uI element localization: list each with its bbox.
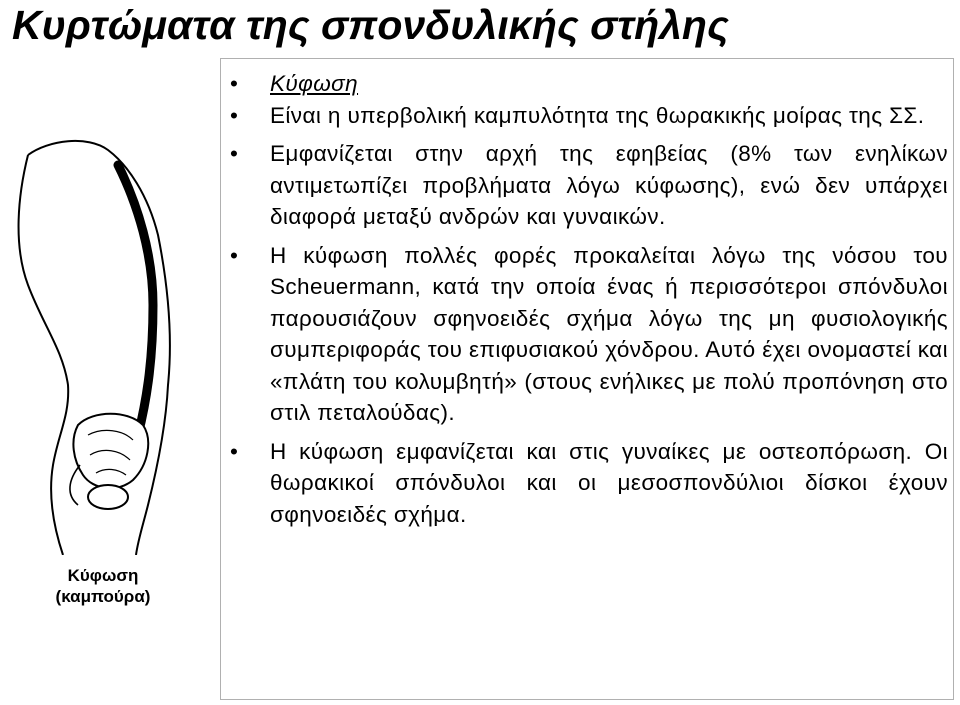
list-item: • Η κύφωση πολλές φορές προκαλείται λόγω της νόσου του Scheuermann, κατά την οποία ένας ή περισσότεροι σπόνδυλοι παρουσιάζουν σφηνοειδές σχήμα λόγω της μη φυσιολογικής συμπεριφοράς του επιφυσιακού χόνδρου. Αυτό έχει ονομαστεί και «πλάτη του κολυμβητή» (στους ενήλικες με πολύ προπόνηση στο στιλ πεταλούδας). [270,240,948,429]
slide-title: Κυρτώματα της σπονδυλικής στήλης [12,2,729,48]
bullet-heading: Κύφωση [270,71,359,96]
content-box [220,58,954,700]
figure-caption [38,565,168,607]
figure-caption-line2: (καμπούρα) [55,587,151,606]
hip-joint-shape [88,485,128,509]
kyphosis-spine-illustration-icon [8,135,218,555]
bullet-list [270,68,948,537]
front-outline [19,155,69,555]
figure-panel [8,135,218,645]
list-item: • Εμφανίζεται στην αρχή της εφηβείας (8% των ενηλίκων αντιμετωπίζει προβλήματα λόγω κύφωσης), ενώ δεν υπάρχει διαφορά μεταξύ ανδρών και γυναικών. [270,138,948,233]
list-item: • Η κύφωση εμφανίζεται και στις γυναίκες με οστεοπόρωση. Οι θωρακικοί σπόνδυλοι και οι μεσοσπονδύλιοι δίσκοι έχουν σφηνοειδές σχήμα. [270,436,948,531]
list-item [270,68,948,100]
hip-crease [70,465,80,505]
list-item: • Είναι η υπερβολική καμπυλότητα της θωρακικής μοίρας της ΣΣ. [270,100,948,132]
figure-caption-line1: Κύφωση [67,566,139,585]
